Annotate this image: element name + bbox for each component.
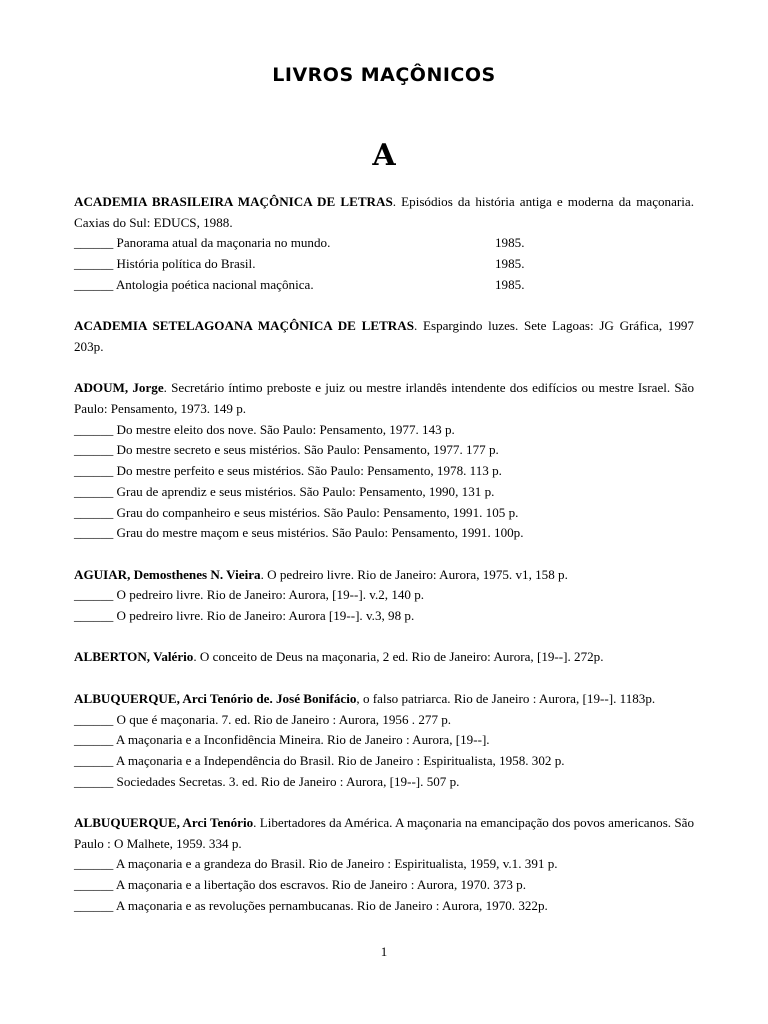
sub-item-text: ______ A maçonaria e as revoluções pernambucanas. Rio de Janeiro : Aurora, 1970. 322p.	[74, 897, 548, 913]
sub-item-year: 1985.	[495, 235, 525, 251]
entry-sub-item	[74, 461, 694, 482]
entry-sub-item	[74, 854, 694, 875]
sub-item-text: ______ Panorama atual da maçonaria no mundo.	[74, 235, 331, 251]
bibliography-list	[74, 192, 694, 937]
entry-sub-item	[74, 523, 694, 544]
entry-sub-item	[74, 254, 694, 275]
entry-sub-item	[74, 875, 694, 896]
bibliography-entry	[74, 647, 694, 668]
section-letter: A	[372, 138, 396, 173]
entry-sub-item	[74, 896, 694, 917]
entry-text: . Espargindo luzes. Sete Lagoas: JG Gráfica, 1997 203p.	[74, 318, 694, 354]
entry-main-line	[74, 813, 694, 854]
sub-item-text: ______ Grau de aprendiz e seus mistérios. São Paulo: Pensamento, 1990, 131 p.	[74, 483, 495, 499]
entry-author: ALBUQUERQUE, Arci Tenório	[74, 815, 254, 830]
sub-item-text: ______ A maçonaria e a libertação dos escravos. Rio de Janeiro : Aurora, 1970. 373 p.	[74, 877, 526, 893]
sub-item-text: ______ Do mestre eleito dos nove. São Paulo: Pensamento, 1977. 143 p.	[74, 421, 455, 437]
entry-main-line	[74, 565, 694, 586]
sub-item-text: ______ O pedreiro livre. Rio de Janeiro: Aurora, [19--]. v.2, 140 p.	[74, 587, 425, 603]
sub-item-text: ______ Sociedades Secretas. 3. ed. Rio de Janeiro : Aurora, [19--]. 507 p.	[74, 773, 460, 789]
entry-text: , o falso patriarca. Rio de Janeiro : Aurora, [19--]. 1183p.	[356, 690, 656, 706]
entry-sub-item	[74, 710, 694, 731]
entry-sub-item	[74, 730, 694, 751]
sub-item-text: ______ O pedreiro livre. Rio de Janeiro: Aurora [19--]. v.3, 98 p.	[74, 608, 415, 624]
sub-item-year: 1985.	[495, 276, 525, 292]
entry-author: AGUIAR, Demosthenes N. Vieira	[74, 566, 261, 582]
entry-text: . O pedreiro livre. Rio de Janeiro: Aurora, 1975. v1, 158 p.	[260, 566, 568, 582]
sub-item-text: ______ A maçonaria e a Inconfidência Mineira. Rio de Janeiro : Aurora, [19--].	[74, 732, 490, 748]
entry-main-line	[74, 647, 694, 668]
bibliography-entry	[74, 316, 694, 357]
entry-sub-item	[74, 420, 694, 441]
sub-item-text: ______ Grau do companheiro e seus mistérios. São Paulo: Pensamento, 1991. 105 p.	[74, 504, 519, 520]
bibliography-entry	[74, 378, 694, 544]
entry-sub-item	[74, 606, 694, 627]
entry-text: . O conceito de Deus na maçonaria, 2 ed. Rio de Janeiro: Aurora, [19--]. 272p.	[193, 649, 604, 665]
sub-item-text: ______ A maçonaria e a Independência do Brasil. Rio de Janeiro : Espiritualista, 1958. 302 p.	[74, 752, 565, 768]
entry-author: ALBUQUERQUE, Arci Tenório de. José Bonifácio	[74, 690, 357, 706]
entry-main-line	[74, 689, 694, 710]
entry-sub-item	[74, 585, 694, 606]
entry-sub-item	[74, 772, 694, 793]
entry-sub-item	[74, 440, 694, 461]
entry-main-line	[74, 316, 694, 357]
entry-author: ACADEMIA SETELAGOANA MAÇÔNICA DE LETRAS	[74, 318, 414, 334]
sub-item-text: ______ A maçonaria e a grandeza do Brasil. Rio de Janeiro : Espiritualista, 1959, v.1. 391 p.	[74, 856, 558, 872]
entry-text: . Secretário íntimo preboste e juiz ou mestre irlandês intendente dos edifícios ou mestre Israel. São Paulo: Pensamento, 1973. 149 p.	[74, 380, 694, 416]
sub-item-text: ______ Do mestre perfeito e seus mistérios. São Paulo: Pensamento, 1978. 113 p.	[74, 463, 502, 479]
bibliography-entry	[74, 813, 694, 917]
entry-main-line	[74, 192, 694, 233]
entry-sub-item	[74, 275, 694, 296]
entry-sub-item	[74, 233, 694, 254]
page-number: 1	[380, 944, 388, 959]
bibliography-entry	[74, 192, 694, 296]
sub-item-text: ______ História política do Brasil.	[74, 256, 256, 272]
entry-main-line	[74, 378, 694, 419]
entry-text: . Episódios da história antiga e moderna da maçonaria. Caxias do Sul: EDUCS, 1988.	[74, 194, 694, 230]
entry-author: ACADEMIA BRASILEIRA MAÇÔNICA DE LETRAS	[74, 194, 393, 209]
entry-sub-item	[74, 503, 694, 524]
entry-author: ALBERTON, Valério	[74, 649, 194, 665]
sub-item-year: 1985.	[495, 256, 525, 272]
page-title: LIVROS MAÇÔNICOS	[272, 64, 496, 86]
sub-item-text: ______ Do mestre secreto e seus mistérios. São Paulo: Pensamento, 1977. 177 p.	[74, 442, 499, 458]
entry-author: ADOUM, Jorge	[74, 380, 164, 396]
entry-text: . Libertadores da América. A maçonaria na emancipação dos povos americanos. São Paulo : O Malhete, 1959. 334 p.	[74, 815, 694, 851]
bibliography-entry	[74, 689, 694, 793]
entry-sub-item	[74, 751, 694, 772]
bibliography-entry	[74, 565, 694, 627]
sub-item-text: ______ Grau do mestre maçom e seus mistérios. São Paulo: Pensamento, 1991. 100p.	[74, 525, 524, 541]
sub-item-text: ______ Antologia poética nacional maçônica.	[74, 276, 314, 292]
entry-sub-item	[74, 482, 694, 503]
sub-item-text: ______ O que é maçonaria. 7. ed. Rio de Janeiro : Aurora, 1956 . 277 p.	[74, 711, 452, 727]
